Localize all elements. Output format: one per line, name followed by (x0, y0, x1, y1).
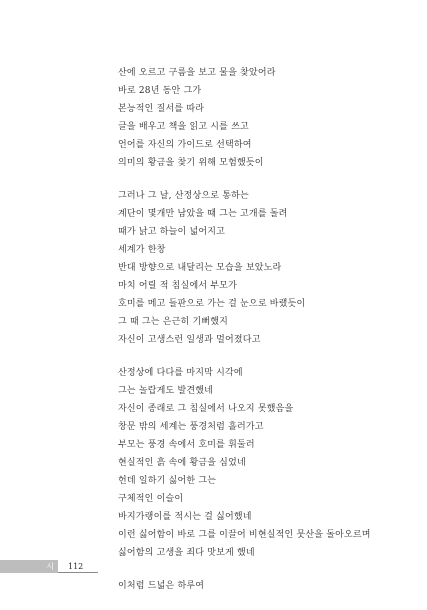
section-label: 시 (46, 562, 54, 571)
poem-line: 글을 배우고 책을 읽고 시를 쓰고 (118, 122, 249, 132)
poem-line: 자신이 고생스런 일생과 멀어졌다고 (118, 335, 261, 345)
poem-line: 현실적인 흙 속에 황금을 심었네 (118, 458, 246, 468)
poem-line: 언어를 자신의 가이드로 선택하여 (118, 140, 252, 150)
poem-line: 구체적인 이슬이 (118, 494, 184, 504)
poem-line: 산정상에 다다를 마지막 시각에 (118, 368, 243, 378)
poem-line: 부모는 풍경 속에서 호미를 휘둘러 (118, 440, 255, 450)
section-tab (0, 560, 58, 573)
page-footer (0, 560, 98, 573)
poem-body (118, 64, 418, 610)
poem-line: 그 때 그는 은근히 기뻐했지 (118, 317, 229, 327)
poem-line: 때가 낡고 하늘이 넓어지고 (118, 227, 226, 237)
poem-line: 싫어함의 고생을 죄다 맛보게 했네 (118, 548, 255, 558)
poem-line: 창문 밖의 세계는 풍경처럼 흘러가고 (118, 422, 264, 432)
poem-stanza (118, 577, 418, 595)
page-number: 112 (58, 560, 98, 573)
poem-line: 마치 어릴 적 침실에서 부모가 (118, 281, 237, 291)
poem-line: 그는 놀랍게도 발견했네 (118, 386, 214, 396)
poem-line: 의미의 황금을 찾기 위해 모험했듯이 (118, 158, 264, 168)
poem-line: 산에 오르고 구름을 보고 물을 찾았어라 (118, 68, 276, 78)
poem-line: 헌데 일하기 싫어한 그는 (118, 476, 217, 486)
poem-stanza (118, 364, 418, 562)
poem-line: 그러나 그 날, 산정상으로 통하는 (118, 191, 249, 201)
poem-line: 반대 방향으로 내달리는 모습을 보았노라 (118, 263, 282, 273)
poem-stanza (118, 187, 418, 349)
poem-line: 이처럼 드넓은 하루여 (118, 581, 205, 591)
poem-line: 이런 싫어함이 바로 그를 이끌어 비현실적인 뭇산을 돌아오르며 (118, 530, 371, 540)
poem-line: 바지가랭이를 적시는 걸 싫어했네 (118, 512, 252, 522)
poem-line: 호미를 메고 들판으로 가는 걸 눈으로 바랬듯이 (118, 299, 306, 309)
poem-line: 세계가 한창 (118, 245, 166, 255)
poem-line: 본능적인 질서를 따라 (118, 104, 205, 114)
poem-line: 바로 28년 동안 그가 (118, 86, 202, 96)
poem-line: 자신이 종래로 그 침실에서 나오지 못했음을 (118, 404, 294, 414)
poem-line: 계단이 몇개만 남았을 때 그는 고개를 돌려 (118, 209, 288, 219)
poem-stanza (118, 64, 418, 172)
